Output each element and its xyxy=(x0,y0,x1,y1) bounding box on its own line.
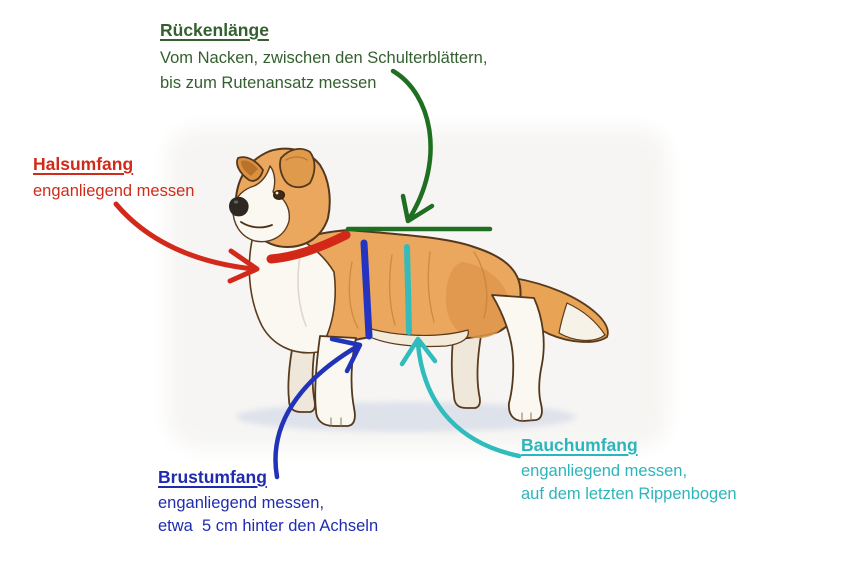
neck-line1: enganliegend messen xyxy=(33,182,195,200)
dog-nose xyxy=(229,197,249,217)
chest-line2: etwa 5 cm hinter den Achseln xyxy=(158,517,379,535)
belly-band xyxy=(407,247,409,332)
chest-title: Brustumfang xyxy=(158,467,267,487)
eye-highlight xyxy=(276,192,279,195)
back-length-note xyxy=(160,18,487,96)
chest-note xyxy=(158,466,378,538)
back-length-line2: bis zum Rutenansatz messen xyxy=(160,74,377,92)
belly-line2: auf dem letzten Rippenbogen xyxy=(521,485,737,503)
neck-note xyxy=(33,152,194,203)
dog-ear-right xyxy=(280,149,315,187)
chest-band xyxy=(364,243,369,336)
belly-line1: enganliegend messen, xyxy=(521,462,688,480)
belly-note xyxy=(521,434,737,506)
back-length-line1: Vom Nacken, zwischen den Schulterblättern, xyxy=(160,49,488,67)
chest-line1: enganliegend messen, xyxy=(158,494,325,512)
nose-highlight xyxy=(234,201,238,204)
neck-title: Halsumfang xyxy=(33,154,134,174)
back-length-title: Rückenlänge xyxy=(160,20,269,40)
belly-title: Bauchumfang xyxy=(521,435,638,455)
dog-eye xyxy=(274,191,285,200)
